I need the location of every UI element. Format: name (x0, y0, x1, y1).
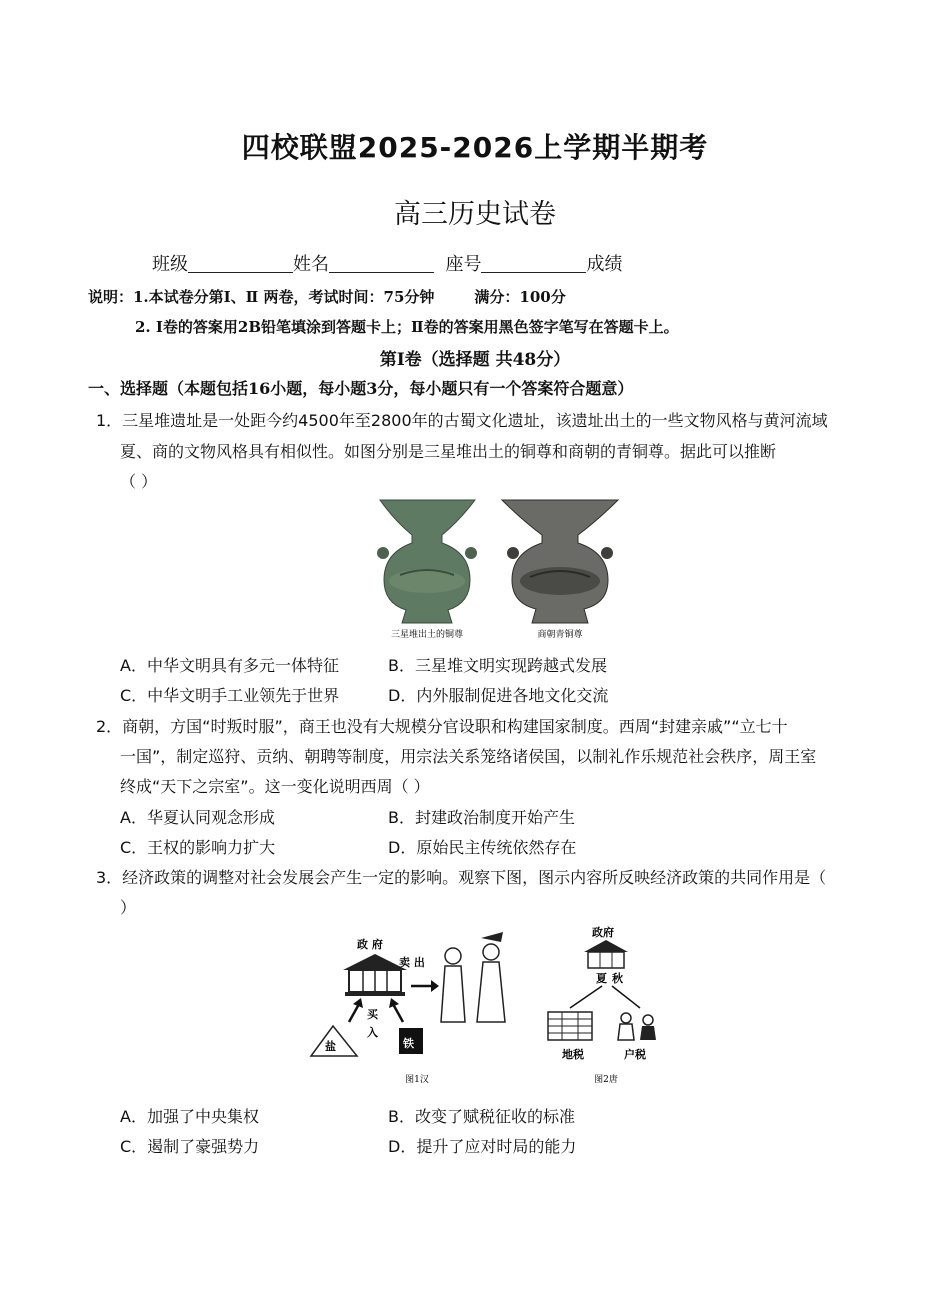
q2-line-1: 2．商朝，方国“时叛时服”，商王也没有大规模分官设职和构建国家制度。西周“封建亲戚”“立七十 (96, 717, 788, 736)
tang-government-building-icon (584, 940, 628, 968)
score-label: 成绩 (586, 254, 623, 275)
q1-caption-left: 三星堆出土的铜尊 (390, 630, 464, 640)
han-figure-caption: 图1汉 (405, 1075, 429, 1085)
q1-option-a[interactable]: A．中华文明具有多元一体特征 (120, 656, 339, 675)
sell-arrow-icon (411, 980, 439, 992)
q3-option-b[interactable]: B．改变了赋税征收的标准 (388, 1107, 575, 1126)
part-title: 第Ⅰ卷（选择题 共48分） (379, 350, 571, 370)
q3-option-a[interactable]: A．加强了中央集权 (120, 1107, 259, 1126)
q1-figure (370, 495, 620, 640)
tang-autumn-label: 秋 (612, 972, 623, 985)
tang-summer-label: 夏 (596, 972, 607, 985)
q1-option-d[interactable]: D．内外服制促进各地文化交流 (388, 686, 609, 705)
exam-title: 四校联盟2025-2026上学期半期考 (241, 131, 709, 164)
q1-option-c[interactable]: C．中华文明手工业领先于世界 (120, 686, 340, 705)
merchants-figures-icon (441, 932, 505, 1022)
sanxingdui-zun-image (377, 500, 477, 623)
class-blank[interactable] (188, 254, 293, 273)
shang-bronze-zun-image (502, 500, 618, 623)
q1-line-1: 1．三星堆遗址是一处距今约4500年至2800年的古蜀文化遗址，该遗址出土的一些文物风格与黄河流域 (96, 411, 828, 430)
han-sell-label: 卖 出 (399, 956, 425, 969)
name-label: 姓名 (293, 254, 329, 275)
han-salt-label: 盐 (325, 1040, 336, 1053)
household-people-icon (618, 1013, 656, 1040)
seat-blank[interactable] (481, 254, 586, 273)
han-government-building-icon (343, 954, 407, 996)
tang-gov-label: 政府 (592, 926, 614, 939)
student-info-line (152, 250, 622, 276)
q2-option-a[interactable]: A．华夏认同观念形成 (120, 808, 275, 827)
han-iron-label: 铁 (403, 1037, 414, 1050)
q1-line-3: （ ） (120, 472, 158, 491)
q2-line-2: 一国”，制定巡狩、贡纳、朝聘等制度，用宗法关系笼络诸侯国，以制礼作乐规范社会秩序，周王室 (120, 747, 817, 766)
q1-option-b[interactable]: B．三星堆文明实现跨越式发展 (388, 656, 607, 675)
q3-figure-tang (540, 922, 670, 1090)
q1-line-2: 夏、商的文物风格具有相似性。如图分别是三星堆出土的铜尊和商朝的青铜尊。据此可以推断 (120, 442, 777, 461)
tang-household-tax-label: 户税 (624, 1048, 646, 1061)
exam-subtitle: 高三历史试卷 (394, 199, 556, 230)
q3-figure-han (305, 922, 530, 1090)
instructions-line-2: 2. Ⅰ卷的答案用2B铅笔填涂到答题卡上；Ⅱ卷的答案用黑色签字笔写在答题卡上。 (135, 318, 679, 336)
q3-line-1: 3．经济政策的调整对社会发展会产生一定的影响。观察下图，图示内容所反映经济政策的共同作用是（ (96, 868, 827, 887)
q3-option-d[interactable]: D．提升了应对时局的能力 (388, 1137, 577, 1156)
han-buy-label-2: 入 (367, 1026, 378, 1039)
q2-option-c[interactable]: C．王权的影响力扩大 (120, 838, 276, 857)
farmland-icon (548, 1012, 592, 1040)
q1-caption-right: 商朝青铜尊 (537, 630, 583, 640)
class-label: 班级 (152, 254, 188, 275)
seat-label: 座号 (445, 254, 482, 275)
name-blank[interactable] (329, 254, 434, 273)
section-title: 一、选择题（本题包括16小题，每小题3分，每小题只有一个答案符合题意） (88, 379, 634, 398)
tang-figure-caption: 图2唐 (594, 1075, 618, 1085)
q2-option-d[interactable]: D．原始民主传统依然存在 (388, 838, 577, 857)
instructions-time: 说明：1.本试卷分第Ⅰ、Ⅱ 两卷，考试时间：75分钟 (88, 288, 435, 306)
instructions-line-1 (88, 286, 566, 307)
han-gov-label: 政 府 (357, 938, 383, 951)
q3-option-c[interactable]: C．遏制了豪强势力 (120, 1137, 260, 1156)
q3-line-2: ） (120, 898, 137, 917)
tang-land-tax-label: 地税 (562, 1048, 584, 1061)
instructions-score: 满分：100分 (474, 288, 566, 306)
tax-flow-lines (570, 986, 640, 1008)
q2-line-3: 终成“天下之宗室”。这一变化说明西周（ ） (120, 777, 430, 796)
q2-option-b[interactable]: B．封建政治制度开始产生 (388, 808, 575, 827)
han-buy-label-1: 买 (367, 1008, 378, 1021)
